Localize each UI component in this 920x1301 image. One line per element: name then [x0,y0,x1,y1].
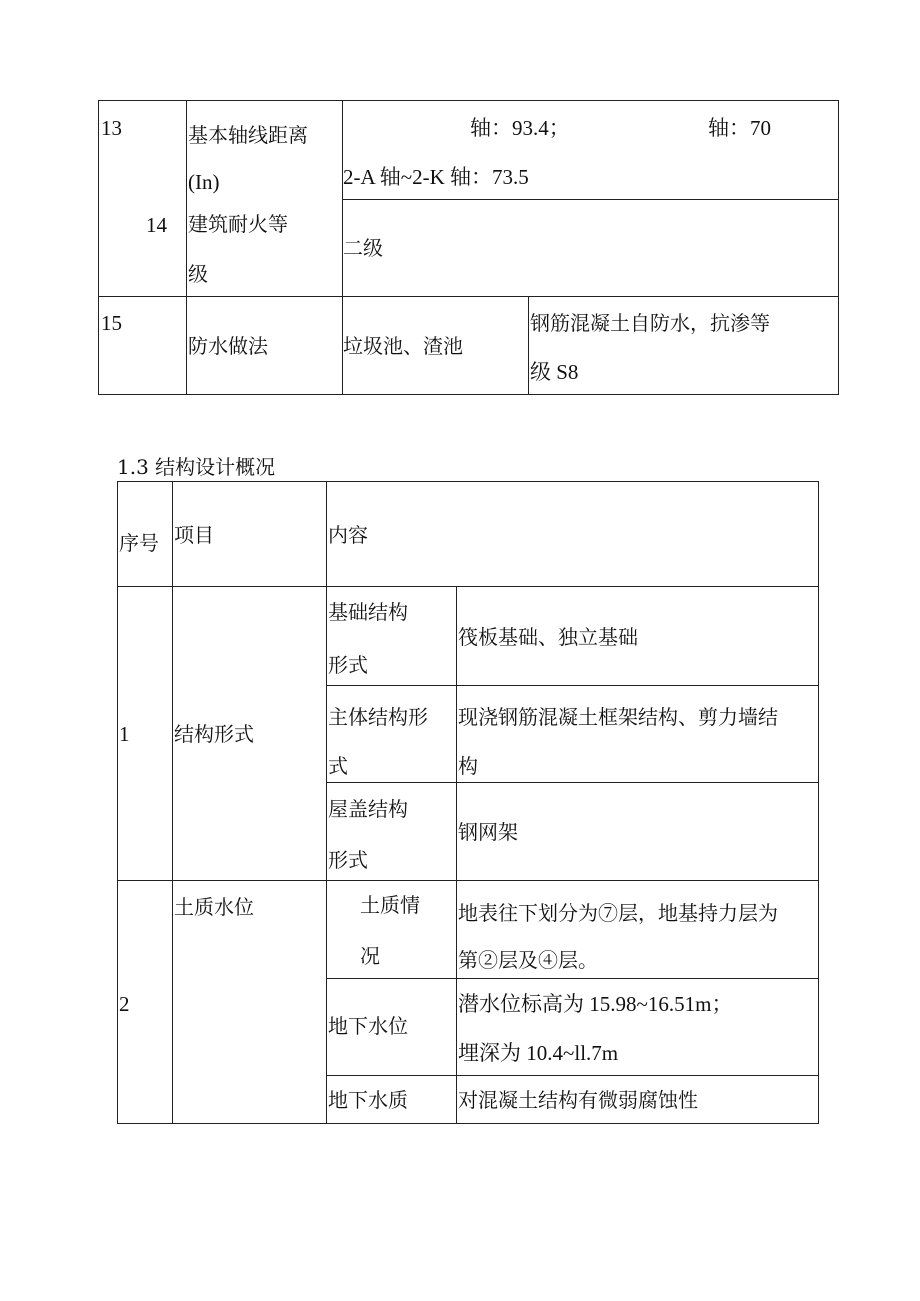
row-2-val2-line1: 潜水位标高为 15.98~16.51m； [458,992,733,1016]
section-title: 1.3 结构设计概况 [117,455,276,479]
row-1-sub1-line1: 基础结构 [328,600,408,624]
row-2-number: 2 [119,992,130,1016]
row-2-val3: 对混凝土结构有微弱腐蚀性 [458,1088,698,1112]
row-2-sub1-line2: 况 [360,944,380,968]
row-2-val2-line2: 埋深为 10.4~ll.7m [458,1041,619,1065]
header-content: 内容 [328,523,368,547]
row-2-item: 土质水位 [174,895,254,919]
row-1-val2-line2: 构 [458,754,478,778]
row-1-sub3-line2: 形式 [328,848,368,872]
row-13-content-line1-a: 轴：93.4； [470,116,570,140]
row-1-val2-line1: 现浇钢筋混凝土框架结构、剪力墙结 [458,705,778,729]
row-15-sub: 垃圾池、渣池 [343,334,463,358]
header-item: 项目 [174,523,214,547]
row-15-content-line1: 钢筋混凝土自防水，抗渗等 [530,311,770,335]
row-13-item-line2: (In) [188,170,220,194]
row-2-sub1-line1: 土质情 [360,893,420,917]
row-1-val3: 钢网架 [458,820,518,844]
row-14-content: 二级 [343,236,383,260]
row-1-sub1-line2: 形式 [328,653,368,677]
row-1-sub2-line1: 主体结构形 [328,705,428,729]
row-13-item-line1: 基本轴线距离 [188,123,308,147]
row-14-item-line1: 建筑耐火等 [188,212,288,236]
row-2-val1-line1: 地表往下划分为⑦层，地基持力层为 [458,901,778,925]
row-2-val1-line2: 第②层及④层。 [458,948,598,972]
row-15-content-line2: 级 S8 [530,360,579,384]
row-14-number: 14 [146,213,167,237]
row-13-content-line2: 2-A 轴~2-K 轴：73.5 [343,165,529,189]
row-1-val1: 筏板基础、独立基础 [458,625,638,649]
row-13-content-line1-b: 轴：70 [708,116,771,140]
row-15-item: 防水做法 [188,334,268,358]
header-no: 序号 [119,531,159,555]
row-13-number: 13 [101,116,122,140]
row-1-sub2-line2: 式 [328,754,348,778]
row-2-sub3: 地下水质 [328,1088,408,1112]
row-1-number: 1 [119,722,130,746]
row-1-item: 结构形式 [174,722,254,746]
row-14-item-line2: 级 [188,262,208,286]
row-2-sub2: 地下水位 [328,1014,408,1038]
row-1-sub3-line1: 屋盖结构 [328,797,408,821]
row-15-number: 15 [101,311,122,335]
